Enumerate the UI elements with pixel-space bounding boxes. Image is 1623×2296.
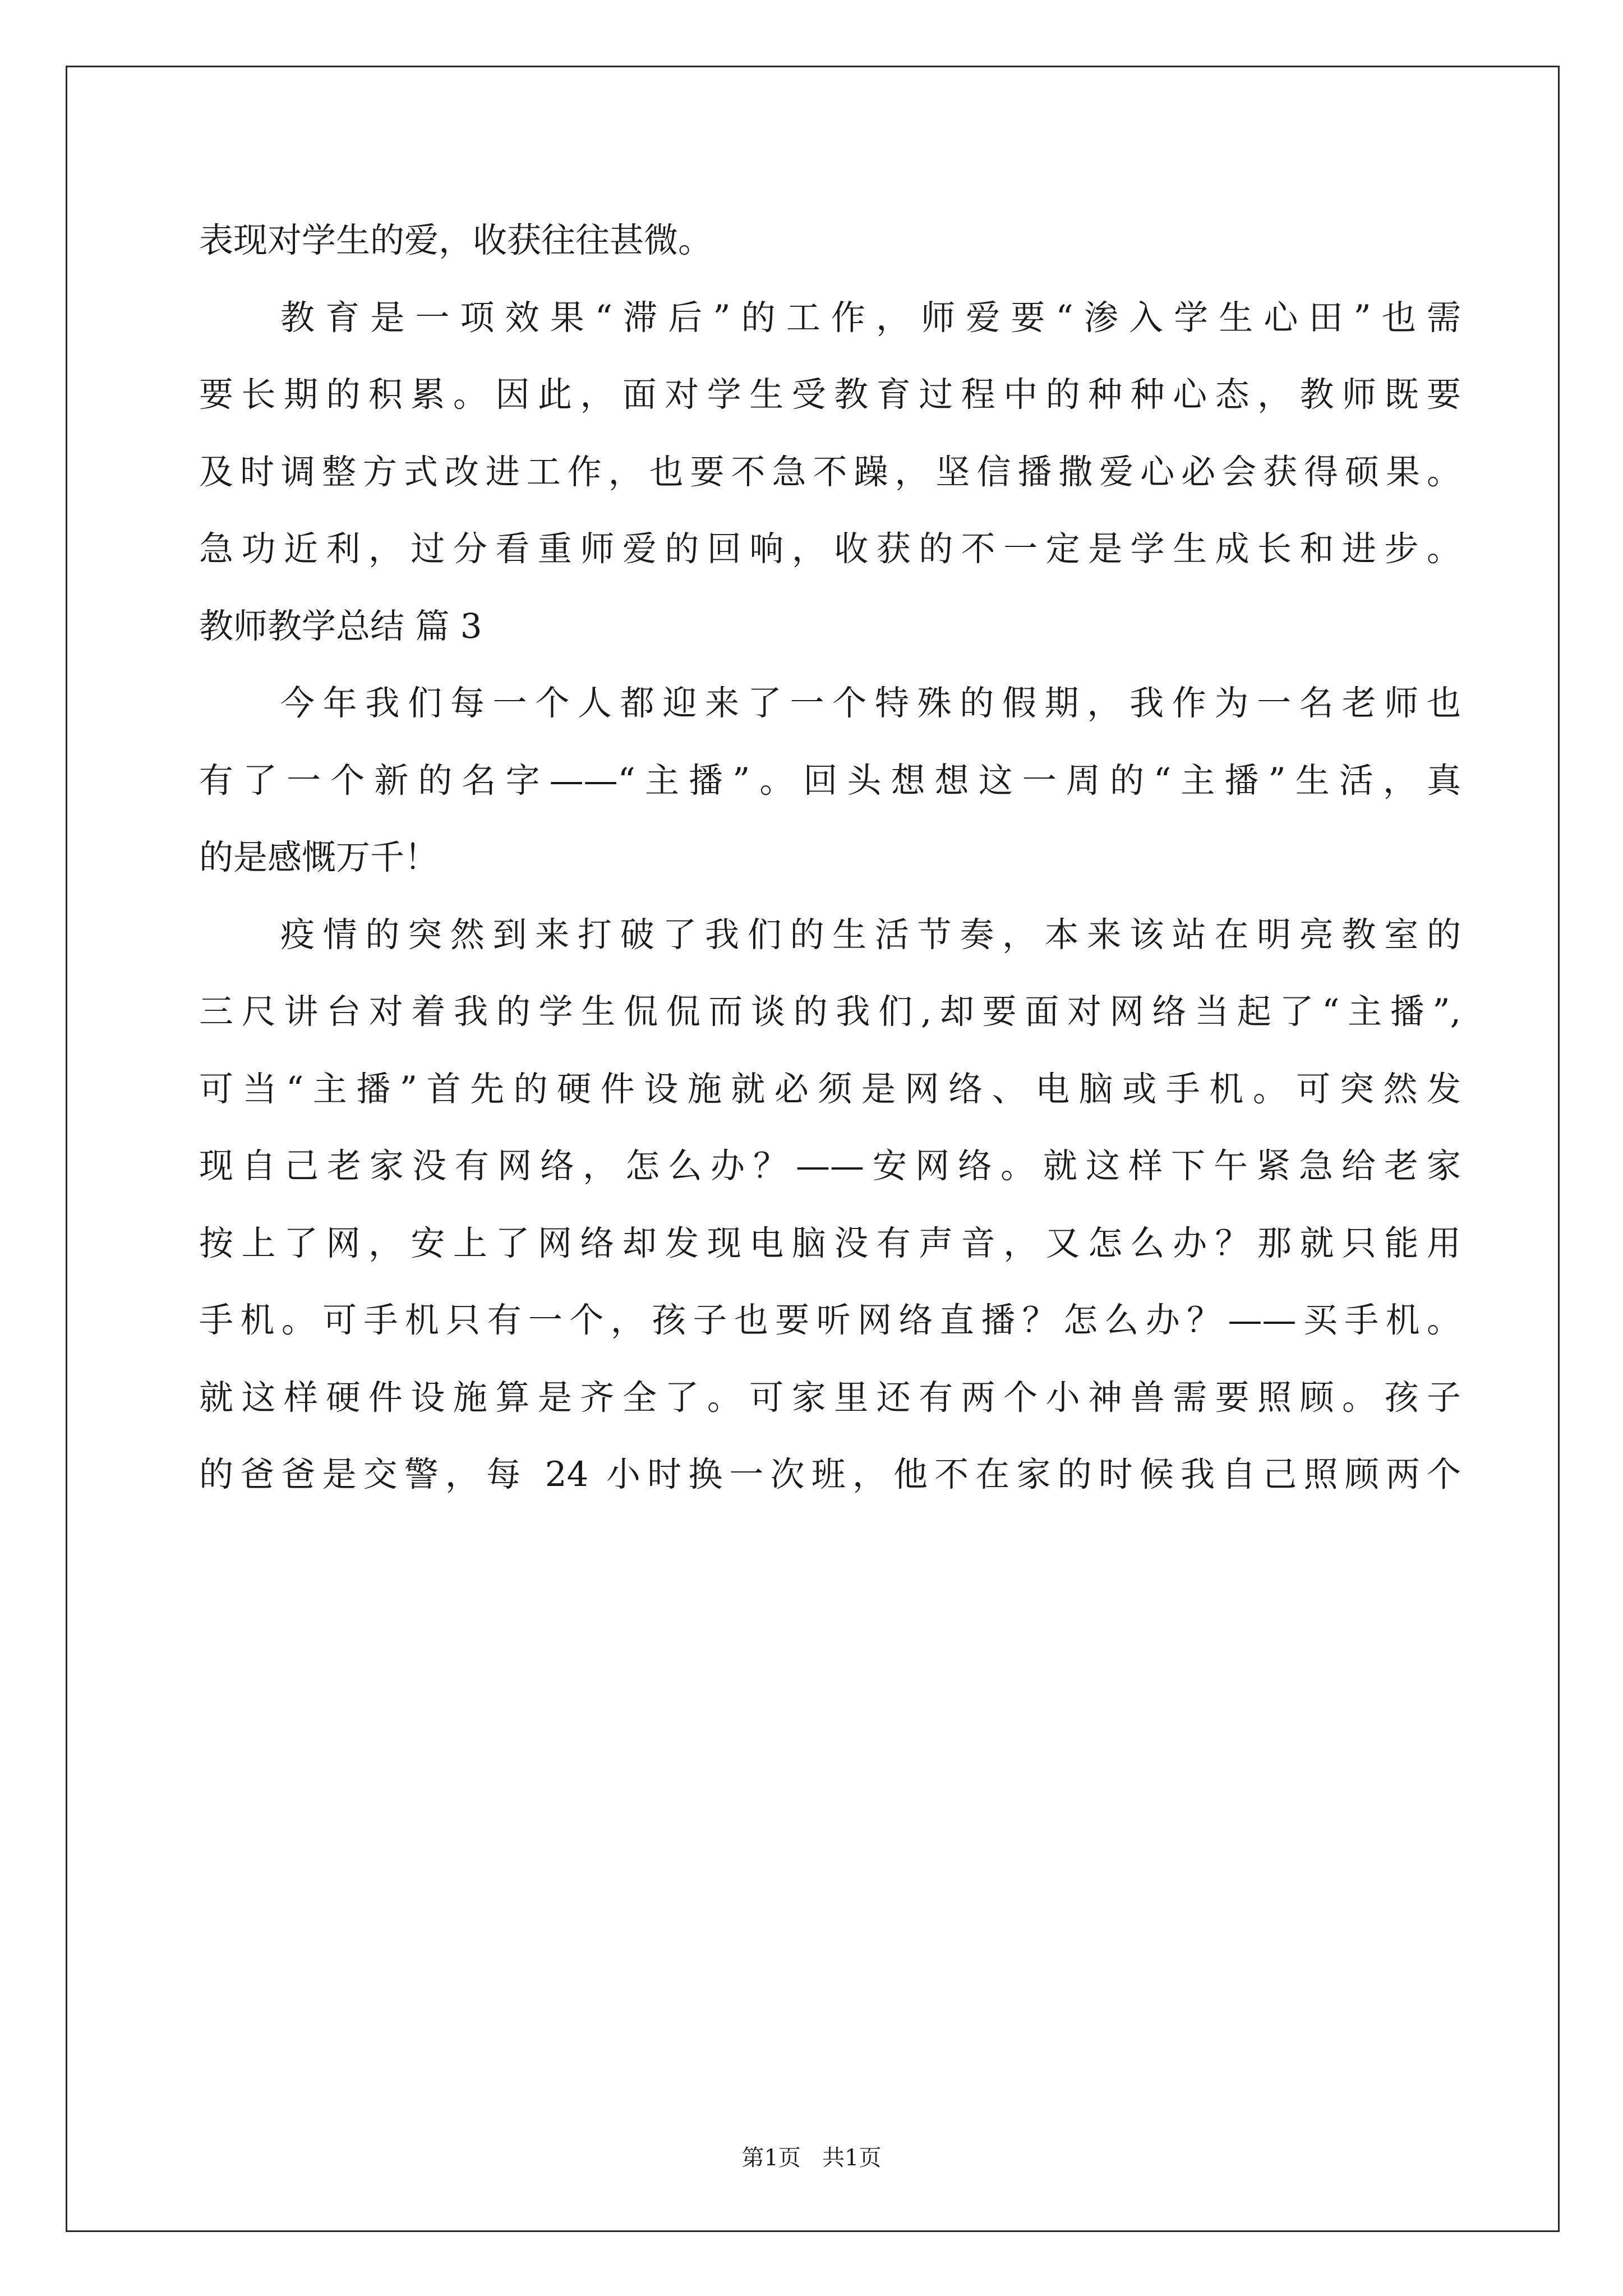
- paragraph-line: 表现对学生的爱，收获往往甚微。: [199, 220, 713, 260]
- paragraph-line: 疫情的突然到来打破了我们的生活节奏，本来该站在明亮教室的: [280, 914, 1461, 955]
- paragraph-line: 要长期的积累。因此，面对学生受教育过程中的种种心态，教师既要: [199, 375, 1461, 415]
- paragraph-line: 现自己老家没有网络，怎么办？——安网络。就这样下午紧急给老家: [199, 1146, 1461, 1186]
- page-number-footer: 第1页 共1页: [741, 2145, 882, 2171]
- paragraph-line: 的是感慨万千！: [199, 838, 439, 877]
- paragraph-line: 可当“主播”首先的硬件设施就必须是网络、电脑或手机。可突然发: [199, 1069, 1461, 1109]
- paragraph-line: 教育是一项效果“滞后”的工作，师爱要“渗入学生心田”也需: [280, 297, 1461, 338]
- paragraph-line: 手机。可手机只有一个，孩子也要听网络直播？怎么办？——买手机。: [199, 1300, 1461, 1340]
- paragraph-line: 就这样硬件设施算是齐全了。可家里还有两个小神兽需要照顾。孩子: [199, 1377, 1461, 1418]
- paragraph-line: 今年我们每一个人都迎来了一个特殊的假期，我作为一名老师也: [280, 683, 1461, 723]
- paragraph-line: 的爸爸是交警，每 24 小时换一次班，他不在家的时候我自己照顾两个: [199, 1455, 1461, 1494]
- paragraph-line: 按上了网，安上了网络却发现电脑没有声音，又怎么办？那就只能用: [199, 1223, 1461, 1263]
- paragraph-line: 三尺讲台对着我的学生侃侃而谈的我们,却要面对网络当起了“主播”,: [199, 992, 1461, 1032]
- paragraph-line: 有了一个新的名字——“主播”。回头想想这一周的“主播”生活，真: [199, 760, 1461, 800]
- document-body: [199, 202, 1461, 1513]
- paragraph-line: 及时调整方式改进工作，也要不急不躁，坚信播撒爱心必会获得硕果。: [199, 452, 1461, 492]
- section-heading: 教师教学总结 篇 3: [199, 606, 482, 646]
- paragraph-line: 急功近利，过分看重师爱的回响，收获的不一定是学生成长和进步。: [199, 529, 1461, 569]
